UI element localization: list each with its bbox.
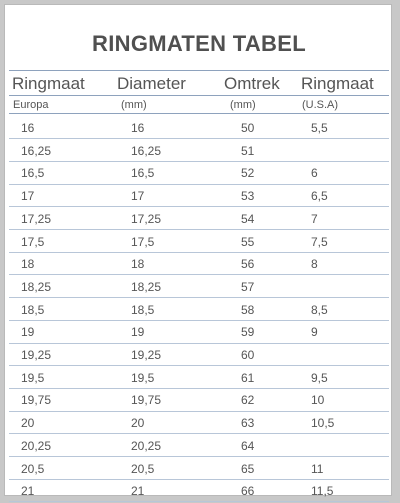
cell-omtrek: 56 — [241, 257, 255, 272]
table-row — [5, 161, 393, 183]
cell-omtrek: 54 — [241, 211, 255, 226]
cell-ringmaat-eu: 21 — [21, 484, 35, 499]
cell-omtrek: 51 — [241, 143, 255, 158]
divider — [9, 113, 389, 114]
chart-title: RINGMATEN TABEL — [92, 31, 306, 56]
table-row — [5, 479, 393, 501]
cell-omtrek: 64 — [241, 438, 255, 453]
cell-ringmaat-eu: 17,25 — [21, 211, 52, 226]
cell-ringmaat-us: 10,5 — [311, 416, 335, 431]
cell-ringmaat-eu: 18 — [21, 257, 35, 272]
cell-diameter: 19,25 — [131, 348, 162, 362]
cell-diameter: 18,25 — [131, 279, 162, 294]
table-row — [5, 411, 393, 433]
cell-ringmaat-us: 9 — [311, 325, 318, 340]
table-row — [5, 366, 393, 388]
cell-diameter: 16 — [131, 121, 145, 135]
cell-ringmaat-eu: 20,25 — [21, 438, 52, 453]
cell-ringmaat-eu: 16 — [21, 121, 35, 135]
cell-omtrek: 50 — [241, 121, 255, 135]
cell-ringmaat-us: 5,5 — [311, 121, 328, 135]
divider — [9, 70, 389, 71]
cell-omtrek: 55 — [241, 234, 255, 249]
cell-ringmaat-eu: 18,5 — [21, 302, 45, 317]
cell-ringmaat-eu: 16,5 — [21, 166, 45, 181]
cell-ringmaat-us: 6,5 — [311, 189, 328, 204]
cell-ringmaat-us: 6 — [311, 166, 318, 181]
header-ringmaat-eu: Ringmaat — [12, 74, 85, 93]
cell-ringmaat-eu: 20,5 — [21, 461, 45, 476]
cell-diameter: 20,25 — [131, 438, 162, 453]
header-ringmaat-us: Ringmaat — [301, 74, 374, 93]
cell-ringmaat-us: 8,5 — [311, 302, 328, 317]
cell-diameter: 16,5 — [131, 166, 155, 181]
subheader-europa: Europa — [13, 99, 49, 111]
cell-diameter: 21 — [131, 484, 145, 499]
table-row — [5, 184, 393, 206]
table-row — [5, 457, 393, 479]
cell-ringmaat-eu: 20 — [21, 416, 35, 431]
cell-ringmaat-eu: 17,5 — [21, 234, 45, 249]
cell-omtrek: 52 — [241, 166, 255, 181]
table-row — [5, 388, 393, 410]
cell-diameter: 16,25 — [131, 143, 162, 158]
cell-diameter: 17 — [131, 189, 145, 204]
cell-ringmaat-eu: 19,75 — [21, 393, 52, 408]
table-row — [5, 139, 393, 161]
cell-ringmaat-eu: 18,25 — [21, 279, 52, 294]
cell-ringmaat-us: 11 — [311, 461, 324, 476]
subheader-usa: (U.S.A) — [302, 99, 339, 111]
cell-omtrek: 60 — [241, 348, 255, 362]
cell-omtrek: 53 — [241, 189, 255, 204]
divider — [9, 95, 389, 96]
cell-omtrek: 65 — [241, 461, 255, 476]
cell-diameter: 18,5 — [131, 302, 155, 317]
cell-ringmaat-us: 7 — [311, 211, 318, 226]
cell-omtrek: 61 — [241, 370, 255, 385]
cell-omtrek: 62 — [241, 393, 255, 408]
cell-ringmaat-eu: 19,25 — [21, 348, 52, 362]
cell-ringmaat-eu: 19,5 — [21, 370, 45, 385]
cell-diameter: 17,5 — [131, 234, 155, 249]
cell-diameter: 18 — [131, 257, 145, 272]
cell-omtrek: 63 — [241, 416, 255, 431]
subheader-omtrek-unit: (mm) — [230, 99, 256, 111]
cell-ringmaat-eu: 17 — [21, 189, 35, 204]
size-chart-card — [4, 4, 392, 499]
cell-omtrek: 58 — [241, 302, 255, 317]
cell-omtrek: 57 — [241, 279, 255, 294]
cell-omtrek: 66 — [241, 484, 255, 499]
table-row — [5, 275, 393, 297]
header-omtrek: Omtrek — [224, 74, 280, 93]
header-diameter: Diameter — [117, 74, 186, 93]
table-row — [5, 116, 393, 138]
cell-ringmaat-us: 11,5 — [311, 484, 334, 499]
cell-diameter: 19,5 — [131, 370, 155, 385]
cell-diameter: 20,5 — [131, 461, 155, 476]
cell-ringmaat-eu: 19 — [21, 325, 35, 340]
table-row — [5, 343, 393, 365]
table-row — [5, 230, 393, 252]
cell-diameter: 19,75 — [131, 393, 162, 408]
row-divider — [9, 501, 389, 502]
table-row — [5, 298, 393, 320]
table-row — [5, 434, 393, 456]
table-row — [5, 207, 393, 229]
cell-ringmaat-us: 7,5 — [311, 234, 328, 249]
cell-diameter: 19 — [131, 325, 145, 340]
table-row — [5, 320, 393, 342]
cell-ringmaat-us: 8 — [311, 257, 318, 272]
cell-ringmaat-eu: 16,25 — [21, 143, 52, 158]
cell-diameter: 20 — [131, 416, 145, 431]
cell-omtrek: 59 — [241, 325, 255, 340]
cell-ringmaat-us: 10 — [311, 393, 325, 408]
cell-diameter: 17,25 — [131, 211, 162, 226]
table-row — [5, 252, 393, 274]
subheader-diameter-unit: (mm) — [121, 99, 147, 111]
cell-ringmaat-us: 9,5 — [311, 370, 328, 385]
